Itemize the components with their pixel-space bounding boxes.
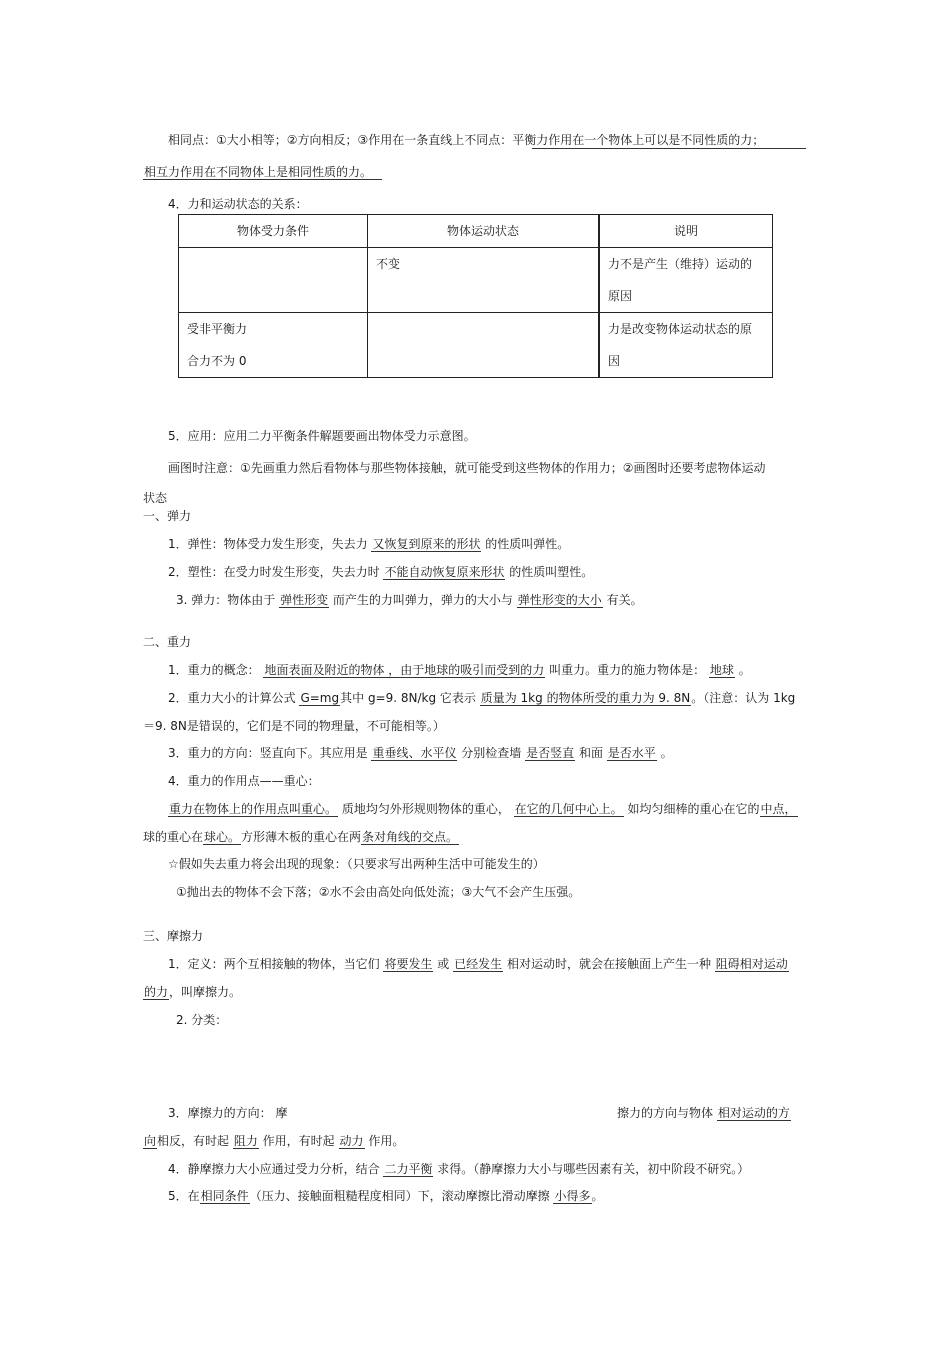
blank-answer: 二力平衡 xyxy=(384,1162,433,1176)
text: 2．重力大小的计算公式 xyxy=(168,691,300,705)
blank-answer: 将要发生 xyxy=(384,957,433,971)
text: 4．静摩擦力大小应通过受力分析，结合 xyxy=(168,1162,384,1176)
text: 。 xyxy=(591,1189,604,1203)
text: 相反，有时起 xyxy=(157,1134,233,1148)
blank-answer: 弹性形变的大小 xyxy=(517,593,602,607)
text: 2．塑性：在受力时发生形变，失去力时 xyxy=(168,565,384,579)
text: 或 xyxy=(433,957,454,971)
text: 求得。（静摩擦力大小与哪些因素有关，初中阶段不研究。） xyxy=(433,1162,750,1176)
section-elastic-title xyxy=(143,508,191,524)
text: 3．摩擦力的方向： 摩 xyxy=(168,1106,288,1120)
drawing-note-cont xyxy=(143,490,167,506)
text: 1．定义：两个互相接触的物体，当它们 xyxy=(168,957,384,971)
text: 3．重力的方向：竖直向下。其应用是 xyxy=(168,746,372,760)
blank-answer: 条对角线的交点。 xyxy=(362,830,459,844)
blank-answer: G=mg xyxy=(300,691,340,705)
blank-answer: 重垂线、水平仪 xyxy=(372,746,457,760)
blank-answer: 小得多 xyxy=(554,1189,591,1203)
table-cell xyxy=(599,313,773,378)
text: ，叫摩擦力。 xyxy=(169,985,242,999)
gravity-line-4 xyxy=(168,773,320,789)
text: 球的重心在 xyxy=(143,830,204,844)
friction-line-2 xyxy=(176,1012,227,1028)
section-5-line xyxy=(168,428,476,444)
text: 的性质叫弹性。 xyxy=(481,537,570,551)
blank-answer: 地面表面及附近的物体 ，由于地球的吸引而受到的力 xyxy=(264,663,545,677)
table-row xyxy=(179,313,773,378)
text: 1．弹性：物体受力发生形变，失去力 xyxy=(168,537,372,551)
text: 和面 xyxy=(575,746,607,760)
section-title: 三、摩擦力 xyxy=(143,929,204,943)
elastic-line-1 xyxy=(168,536,569,552)
gravity-line-1 xyxy=(168,662,751,678)
text: 。（注意：认为 1kg xyxy=(691,691,796,705)
text: 有关。 xyxy=(602,593,643,607)
text: 其中 g=9. 8N/kg 它表示 xyxy=(340,691,480,705)
blank-answer: 相对运动的方 xyxy=(717,1106,790,1120)
text: 作用，有时起 xyxy=(258,1134,339,1148)
table-header-row xyxy=(179,215,773,248)
line-text: 画图时注意：①先画重力然后看物体与那些物体接触，就可能受到这些物体的作用力；②画图时还要考虑物体运动 xyxy=(168,461,766,475)
blank-answer: 阻力 xyxy=(233,1134,258,1148)
blank-answer: 不能自动恢复原来形状 xyxy=(384,565,505,579)
blank-answer: 地球 xyxy=(709,663,734,677)
blank-answer: 相同条件 xyxy=(200,1189,249,1203)
table-cell xyxy=(368,248,600,313)
text: 。 xyxy=(734,663,751,677)
cell-text: 受非平衡力 xyxy=(187,322,248,336)
blank-answer: 向 xyxy=(144,1134,157,1148)
text: 如均匀细棒的重心在它的 xyxy=(623,802,760,816)
similarity-line xyxy=(168,132,764,148)
text: 3. 弹力：物体由于 xyxy=(176,593,280,607)
blank-answer: 动力 xyxy=(339,1134,364,1148)
section-title: 二、重力 xyxy=(143,635,192,649)
table-header-cell: 物体受力条件 xyxy=(179,215,368,248)
table-header-cell: 说明 xyxy=(599,215,773,248)
gravity-line-2b xyxy=(143,718,445,734)
blank-answer: 中点， xyxy=(760,802,797,816)
blank-answer: 阻碍相对运动 xyxy=(715,957,788,971)
friction-line-4 xyxy=(168,1161,749,1177)
blank-answer: 弹性形变 xyxy=(280,593,329,607)
friction-line-3b xyxy=(143,1133,404,1149)
section-friction-title xyxy=(143,928,203,944)
cell-text: 力不是产生（维持）运动的 xyxy=(608,257,753,271)
text: 2. 分类： xyxy=(176,1013,228,1027)
text: （压力、接触面粗糙程度相同）下，滚动摩擦比滑动摩擦 xyxy=(249,1189,554,1203)
text: 的性质叫塑性。 xyxy=(505,565,594,579)
cell-text: 力是改变物体运动状态的原 xyxy=(608,322,753,336)
blank-answer: 在它的几何中心上。 xyxy=(514,802,623,816)
similarity-text: 相同点：①大小相等；②方向相反；③作用在一条直线上不同点：平衡力作用在一个物体上可以是不同性质的力； xyxy=(168,133,765,147)
table-cell xyxy=(179,248,368,313)
blank-answer: 的力 xyxy=(144,985,169,999)
friction-line-3-left xyxy=(168,1105,287,1121)
gravity-line-3 xyxy=(168,745,673,761)
text: 相对运动时，就会在接触面上产生一种 xyxy=(503,957,715,971)
gravity-line-2 xyxy=(168,690,795,706)
drawing-note-line xyxy=(168,460,766,476)
interaction-text: 相互力作用在不同物体上是相同性质的力。 xyxy=(143,165,382,180)
interaction-line xyxy=(143,164,382,180)
blank-answer: 质量为 1kg 的物体所受的重力为 9. 8N xyxy=(480,691,691,705)
gravity-line-6 xyxy=(143,829,459,845)
table-cell xyxy=(179,313,368,378)
text: 方形薄木板的重心在两 xyxy=(241,830,362,844)
friction-line-1b xyxy=(143,984,241,1000)
cell-text: 因 xyxy=(608,354,621,368)
friction-line-3-right xyxy=(617,1105,791,1121)
friction-line-1 xyxy=(168,956,789,972)
blank-answer: 重力在物体上的作用点叫重心。 xyxy=(169,802,338,816)
text: 5．在 xyxy=(168,1189,200,1203)
underline-rule xyxy=(532,148,806,149)
text: ＝9. 8N是错误的，它们是不同的物理量，不可能相等。） xyxy=(143,719,445,733)
text: ①抛出去的物体不会下落；②水不会由高处向低处流；③大气不会产生压强。 xyxy=(176,885,581,899)
section-gravity-title xyxy=(143,634,191,650)
line-text: 状态 xyxy=(143,491,168,505)
text: 而产生的力叫弹力，弹力的大小与 xyxy=(329,593,517,607)
heading-text: 4．力和运动状态的关系： xyxy=(168,197,308,211)
gravity-line-7 xyxy=(168,856,545,872)
section-4-heading xyxy=(168,196,308,212)
text: 质地均匀外形规则物体的重心， xyxy=(338,802,514,816)
text: ☆假如失去重力将会出现的现象：（只要求写出两种生活中可能发生的） xyxy=(168,857,545,871)
text: 1．重力的概念： xyxy=(168,663,264,677)
table-header-cell: 物体运动状态 xyxy=(368,215,600,248)
text: 4．重力的作用点——重心： xyxy=(168,774,320,788)
blank-answer: 是否竖直 xyxy=(526,746,575,760)
cell-text: 原因 xyxy=(608,289,633,303)
elastic-line-3 xyxy=(176,592,643,608)
text: 。 xyxy=(656,746,673,760)
force-motion-table xyxy=(178,214,773,378)
friction-line-5 xyxy=(168,1188,604,1204)
blank-answer: 球心。 xyxy=(204,830,241,844)
elastic-line-2 xyxy=(168,564,593,580)
text: 擦力的方向与物体 xyxy=(617,1106,717,1120)
table-row xyxy=(179,248,773,313)
blank-answer: 又恢复到原来的形状 xyxy=(372,537,481,551)
section-title: 一、弹力 xyxy=(143,509,192,523)
table-cell xyxy=(599,248,773,313)
blank-answer: 已经发生 xyxy=(454,957,503,971)
cell-text: 不变 xyxy=(376,257,401,271)
blank-answer: 是否水平 xyxy=(607,746,656,760)
table-cell xyxy=(368,313,600,378)
line-text: 5．应用：应用二力平衡条件解题要画出物体受力示意图。 xyxy=(168,429,476,443)
text: 叫重力。重力的施力物体是： xyxy=(545,663,709,677)
text: 分别检查墙 xyxy=(457,746,526,760)
gravity-line-8 xyxy=(176,884,580,900)
gravity-line-5 xyxy=(168,801,798,817)
cell-text: 合力不为 0 xyxy=(187,354,247,368)
text: 作用。 xyxy=(364,1134,405,1148)
